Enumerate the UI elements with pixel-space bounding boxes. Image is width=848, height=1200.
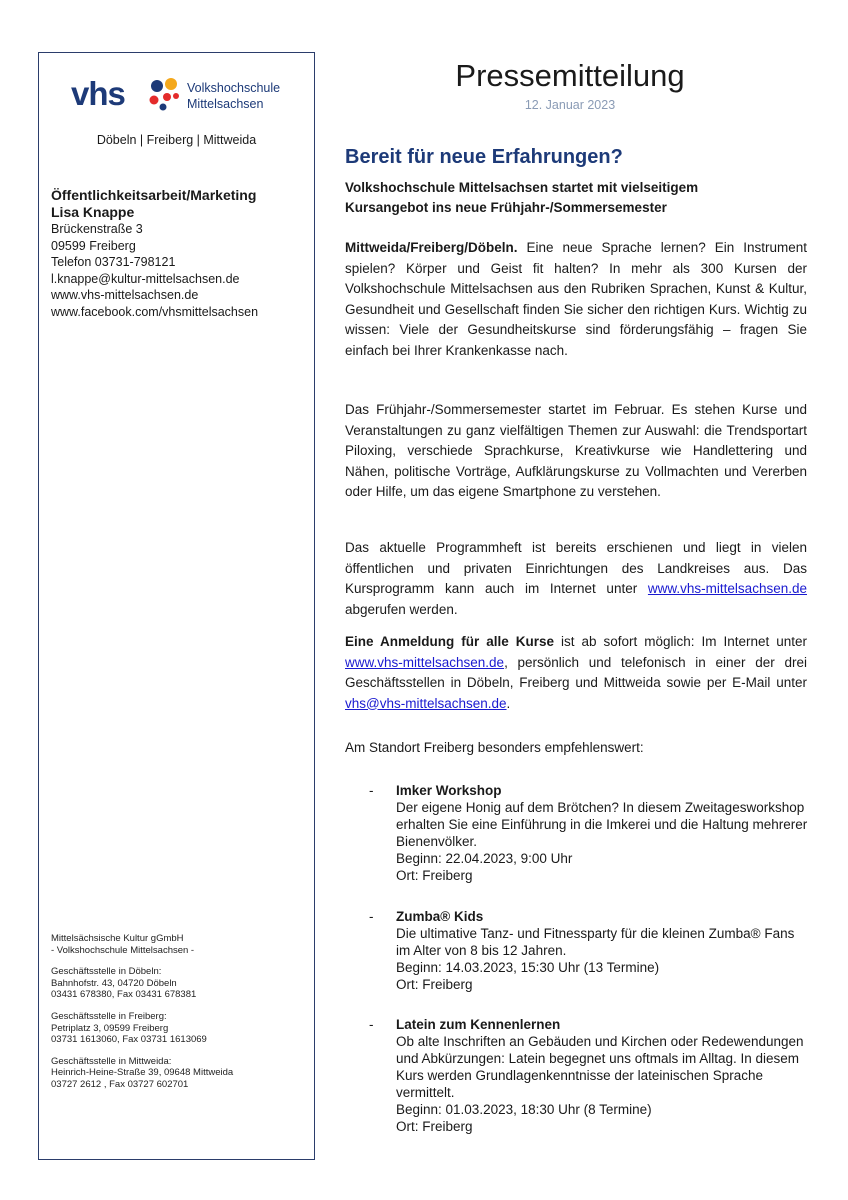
logo-name-line1: Volkshochschule <box>187 81 281 95</box>
course-title: Imker Workshop <box>396 783 502 798</box>
footer-freiberg-addr: Petriplatz 3, 09599 Freiberg <box>51 1022 169 1034</box>
contact-block <box>51 187 258 320</box>
sidebar-box <box>38 52 315 1160</box>
course-description: Ob alte Inschriften an Gebäuden und Kirchen oder Redewendungen und Abkürzungen: Latein begegnet uns oftmals im Alltag. In diesem Kurs werden Grundlagenkenntnisse der lateinischen Sprache vermittelt. <box>396 1034 804 1100</box>
course-place: Ort: Freiberg <box>396 977 473 992</box>
contact-name: Lisa Knappe <box>51 204 135 220</box>
course-description: Der eigene Honig auf dem Brötchen? In diesem Zweitagesworkshop erhalten Sie eine Einführung in die Imkerei und die Haltung mehrerer Bienenvölker. <box>396 800 808 849</box>
page-title: Pressemitteilung <box>455 58 685 93</box>
contact-phone: Telefon 03731-798121 <box>51 255 176 269</box>
paragraph-semester-text: Das Frühjahr-/Sommersemester startet im Februar. Es stehen Kurse und Veranstaltungen zu ganz vielfältigen Themen zur Auswahl: die Trendsportart Piloxing, verschiede Sprachkurse, Kreativkurse wie Handlettering und Nähen, politische Vorträge, Aufklärungskurse zu Vollmachten und Vererben oder Hilfe, um das eigene Smartphone zu verstehen. <box>345 402 807 499</box>
article-subheadline: Volkshochschule Mittelsachsen startet mit vielseitigem Kursangebot ins neue Frühjahr-/Sommersemester <box>345 180 699 215</box>
recommendation-text: Am Standort Freiberg besonders empfehlenswert: <box>345 740 644 755</box>
paragraph-semester <box>345 400 807 503</box>
logo-wordmark: vhs <box>71 75 125 112</box>
paragraph-intro <box>345 238 807 361</box>
paragraph-intro-text: Eine neue Sprache lernen? Ein Instrument spielen? Körper und Geist fit halten? In mehr als 300 Kursen der Volkshochschule Mittelsachsen aus den Rubriken Sprachen, Kunst & Kultur, Gesundheit und Gesellschaft finden Sie sicher den richtigen Kurs. Wichtig zu wissen: Viele der Gesundheitskurse sind förderungsfähig – fragen Sie einfach bei Ihrer Krankenkasse nach. <box>345 240 807 358</box>
footer-doebeln-addr: Bahnhofstr. 43, 04720 Döbeln <box>51 977 177 989</box>
logo-name-line2: Mittelsachsen <box>187 97 264 111</box>
course-description: Die ultimative Tanz- und Fitnessparty für die kleinen Zumba® Fans im Alter von 8 bis 12 Jahren. <box>396 926 795 958</box>
article-headline: Bereit für neue Erfahrungen? <box>345 146 623 168</box>
paragraph-program-text: Das aktuelle Programmheft ist bereits erschienen und liegt in vielen öffentlichen und privaten Einrichtungen des Landkreises aus. Das Kursprogramm kann auch im Internet unter <box>345 540 807 596</box>
registration-text2: , persönlich und telefonisch in einer der drei Geschäftsstellen in Döbeln, Freiberg und Mittweida sowie per E-Mail unter <box>345 654 807 690</box>
list-bullet: - <box>369 783 374 798</box>
contact-city: 09599 Freiberg <box>51 238 136 253</box>
paragraph-recommendation <box>345 738 807 759</box>
registration-email-link[interactable]: vhs@vhs-mittelsachsen.de <box>345 695 507 711</box>
course-title: Latein zum Kennenlernen <box>396 1017 561 1032</box>
course-begin: Beginn: 14.03.2023, 15:30 Uhr (13 Termine) <box>396 960 660 975</box>
list-bullet: - <box>369 1017 374 1032</box>
contact-web[interactable]: www.vhs-mittelsachsen.de <box>51 288 199 302</box>
sidebar-footer <box>51 933 233 1101</box>
logo-dots-icon <box>145 77 185 113</box>
registration-end: . <box>506 695 511 711</box>
footer-freiberg-label: Geschäftsstelle in Freiberg: <box>51 1010 167 1022</box>
contact-email[interactable]: l.knappe@kultur-mittelsachsen.de <box>51 271 240 286</box>
paragraph-program-end: abgerufen werden. <box>345 601 458 617</box>
course-place: Ort: Freiberg <box>396 868 473 883</box>
contact-street: Brückenstraße 3 <box>51 222 143 236</box>
release-date: 12. Januar 2023 <box>524 98 616 112</box>
course-begin: Beginn: 01.03.2023, 18:30 Uhr (8 Termine) <box>396 1102 652 1117</box>
registration-lead: Eine Anmeldung für alle Kurse <box>345 634 554 649</box>
locations-line: Döbeln | Freiberg | Mittweida <box>96 133 257 147</box>
contact-department: Öffentlichkeitsarbeit/Marketing <box>51 187 257 203</box>
footer-freiberg-phone: 03731 1613060, Fax 03731 1613069 <box>51 1034 207 1046</box>
registration-link[interactable]: www.vhs-mittelsachsen.de <box>345 654 505 670</box>
course-place: Ort: Freiberg <box>396 1119 473 1134</box>
footer-mittweida-addr: Heinrich-Heine-Straße 39, 09648 Mittweida <box>51 1067 234 1079</box>
course-begin: Beginn: 22.04.2023, 9:00 Uhr <box>396 851 573 866</box>
contact-facebook[interactable]: www.facebook.com/vhsmittelsachsen <box>51 304 259 319</box>
course-title: Zumba® Kids <box>396 909 484 924</box>
footer-mittweida-label: Geschäftsstelle in Mittweida: <box>51 1055 172 1067</box>
footer-doebeln-phone: 03431 678380, Fax 03431 678381 <box>51 989 197 1001</box>
footer-org-line1: Mittelsächsische Kultur gGmbH <box>51 933 184 944</box>
dateline: Mittweida/Freiberg/Döbeln. <box>345 240 518 255</box>
footer-doebeln-label: Geschäftsstelle in Döbeln: <box>51 966 162 978</box>
footer-org-line2: - Volkshochschule Mittelsachsen - <box>51 944 195 956</box>
paragraph-program <box>345 538 807 620</box>
list-bullet: - <box>369 909 374 924</box>
vhs-logo <box>71 75 311 115</box>
program-link[interactable]: www.vhs-mittelsachsen.de <box>647 581 807 596</box>
paragraph-registration <box>345 632 807 714</box>
footer-mittweida-phone: 03727 2612 , Fax 03727 602701 <box>51 1078 189 1090</box>
registration-text1: ist ab sofort möglich: Im Internet unter <box>560 634 807 649</box>
